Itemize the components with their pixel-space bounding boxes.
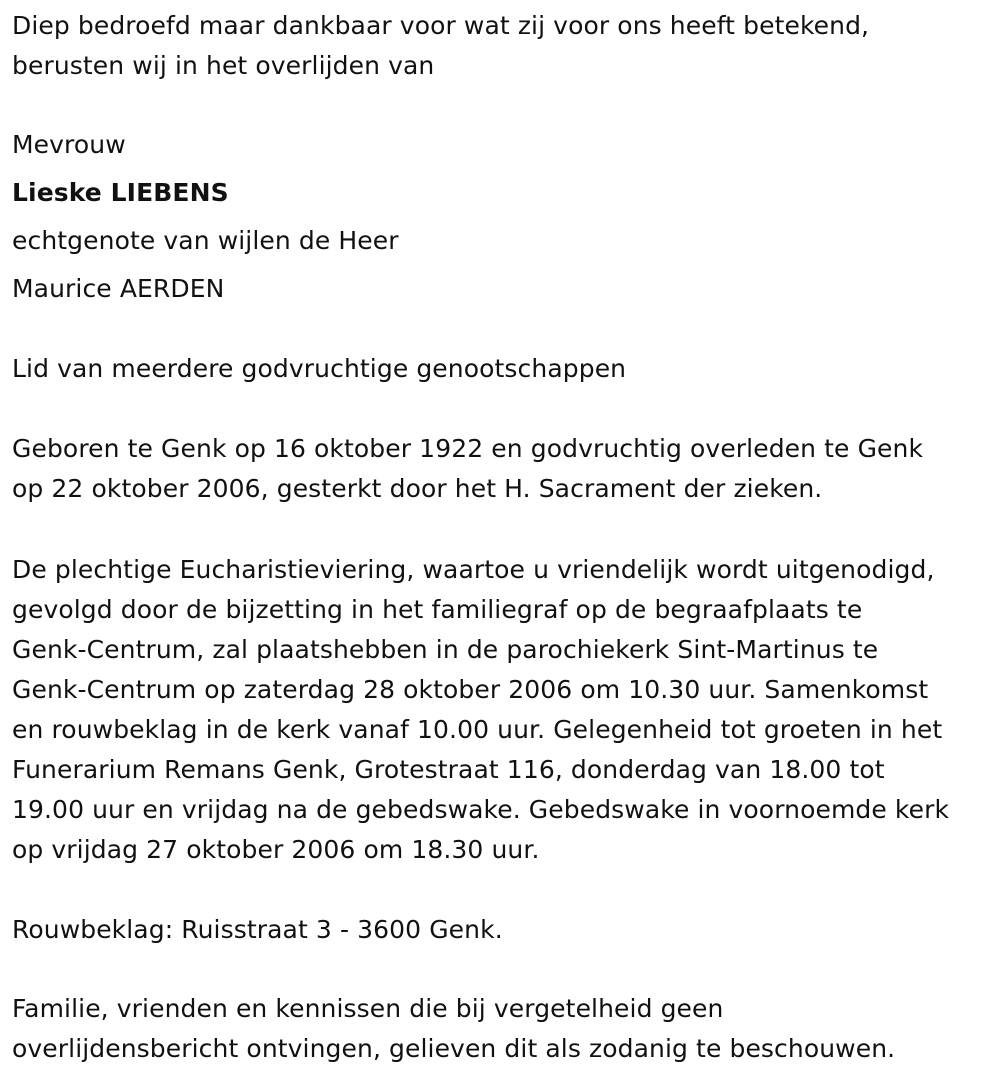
- ceremony-line-7: 19.00 uur en vrijdag na de gebedswake. Gebedswake in voornoemde kerk: [12, 795, 950, 824]
- ceremony-line-4: Genk-Centrum op zaterdag 28 oktober 2006 om 10.30 uur. Samenkomst: [12, 675, 929, 704]
- intro-line-2: berusten wij in het overlijden van: [12, 51, 435, 80]
- ceremony-line-5: en rouwbeklag in de kerk vanaf 10.00 uur. Gelegenheid tot groeten in het: [12, 715, 943, 744]
- closing-line-2: overlijdensbericht ontvingen, gelieven dit als zodanig te beschouwen.: [12, 1034, 896, 1063]
- birth-death-line-1: Geboren te Genk op 16 oktober 1922 en godvruchtig overleden te Genk: [12, 434, 924, 463]
- closing-line-1: Familie, vrienden en kennissen die bij vergetelheid geen: [12, 994, 724, 1023]
- intro-line-1: Diep bedroefd maar dankbaar voor wat zij voor ons heeft betekend,: [12, 11, 870, 40]
- ceremony-line-3: Genk-Centrum, zal plaatshebben in de parochiekerk Sint-Martinus te: [12, 635, 879, 664]
- deceased-title: Mevrouw: [12, 130, 126, 159]
- ceremony-line-1: De plechtige Eucharistieviering, waartoe u vriendelijk wordt uitgenodigd,: [12, 555, 935, 584]
- condolence-address: Rouwbeklag: Ruisstraat 3 - 3600 Genk.: [12, 915, 503, 944]
- deceased-name: Lieske LIEBENS: [12, 178, 229, 207]
- ceremony-line-2: gevolgd door de bijzetting in het familiegraf op de begraafplaats te: [12, 595, 863, 624]
- ceremony-line-8: op vrijdag 27 oktober 2006 om 18.30 uur.: [12, 835, 540, 864]
- birth-death-line-2: op 22 oktober 2006, gesterkt door het H. Sacrament der zieken.: [12, 474, 823, 503]
- deceased-relation: echtgenote van wijlen de Heer: [12, 226, 399, 255]
- deceased-spouse: Maurice AERDEN: [12, 274, 225, 303]
- ceremony-line-6: Funerarium Remans Genk, Grotestraat 116, donderdag van 18.00 tot: [12, 755, 885, 784]
- membership-line: Lid van meerdere godvruchtige genootschappen: [12, 354, 627, 383]
